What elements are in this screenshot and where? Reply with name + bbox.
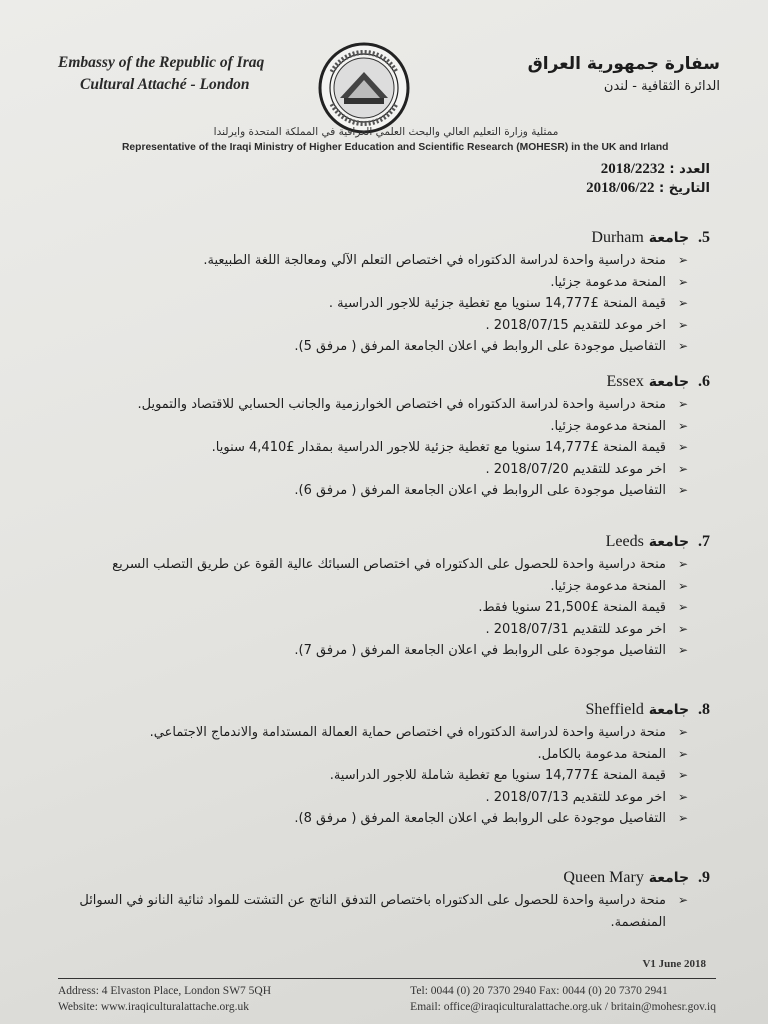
section-index: 7. <box>698 533 710 550</box>
list-item: ➢ منحة دراسية واحدة لدراسة الدكتوراه في اختصاص الخوارزمية والجانب الحسابي للاقتصاد والتمويل. <box>60 394 666 416</box>
ministry-representative-english: Representative of the Iraqi Ministry of Higher Education and Scientific Research (MOHESR) in the UK and Irland <box>122 142 669 153</box>
section-queen-mary <box>60 866 710 933</box>
list-item: ➢ منحة دراسية واحدة للحصول على الدكتوراه باختصاص التدفق الناتج عن التشتت للمواد ثنائية النانو في السوائل المنفصمة. <box>60 890 666 933</box>
reference-block <box>490 160 710 198</box>
list-item: ➢ قيمة المنحة £14,777 سنويا مع تغطية جزئية للاجور الدراسية بمقدار £4,410 سنويا. <box>60 437 666 459</box>
footer-address: Address: 4 Elvaston Place, London SW7 5QH <box>58 985 272 997</box>
section-prefix: جامعة <box>648 870 690 886</box>
footer-website: Website: www.iraqiculturalattache.org.uk <box>58 1001 249 1013</box>
list-item: ➢ قيمة المنحة £21,500 سنويا فقط. <box>60 597 666 619</box>
embassy-arabic-line-2: الدائرة الثقافية - لندن <box>603 79 720 94</box>
list-item: ➢ منحة دراسية واحدة لدراسة الدكتوراه في اختصاص حماية العمالة المستدامة والاندماج الاجتماعي. <box>60 722 666 744</box>
list-item: ➢ المنحة مدعومة جزئيا. <box>60 416 666 438</box>
section-title <box>60 698 710 722</box>
section-durham <box>60 226 710 358</box>
section-items <box>60 250 710 358</box>
section-items <box>60 554 710 662</box>
list-item: ➢ المنحة مدعومة جزئيا. <box>60 576 666 598</box>
section-index: 5. <box>698 229 710 246</box>
section-index: 6. <box>698 373 710 390</box>
section-title <box>60 226 710 250</box>
footer-right <box>410 983 716 1015</box>
reference-number-value: 2018/2232 <box>600 161 665 177</box>
university-name: Leeds <box>605 533 644 550</box>
ministry-seal-icon <box>318 42 410 134</box>
section-items <box>60 722 710 830</box>
embassy-line-1: Embassy of the Republic of Iraq <box>58 54 265 71</box>
list-item: ➢ قيمة المنحة £14,777 سنويا مع تغطية جزئية للاجور الدراسية . <box>60 293 666 315</box>
section-items <box>60 394 710 502</box>
section-sheffield <box>60 698 710 830</box>
ministry-representative-arabic: ممثلية وزارة التعليم العالي والبحث العلمي العراقية في المملكة المتحدة وايرلندا <box>213 126 559 138</box>
reference-number-row <box>490 160 710 179</box>
section-index: 9. <box>698 869 710 886</box>
section-title <box>60 530 710 554</box>
embassy-name-english <box>58 52 268 96</box>
footer-left <box>58 983 271 1015</box>
footer-phone: Tel: 0044 (0) 20 7370 2940 Fax: 0044 (0) 20 7370 2941 <box>410 985 668 997</box>
list-item: ➢ قيمة المنحة £14,777 سنويا مع تغطية شاملة للاجور الدراسية. <box>60 765 666 787</box>
section-essex <box>60 370 710 502</box>
section-prefix: جامعة <box>648 374 690 390</box>
list-item: ➢ منحة دراسية واحدة لدراسة الدكتوراه في اختصاص التعلم الآلي ومعالجة اللغة الطبيعية. <box>60 250 666 272</box>
section-prefix: جامعة <box>648 702 690 718</box>
embassy-name-arabic <box>490 52 720 98</box>
list-item: ➢ التفاصيل موجودة على الروابط في اعلان الجامعة المرفق ( مرفق 8). <box>60 808 666 830</box>
section-leeds <box>60 530 710 662</box>
section-index: 8. <box>698 701 710 718</box>
university-name: Essex <box>606 373 644 390</box>
footer-email: Email: office@iraqiculturalattache.org.uk / britain@mohesr.gov.iq <box>410 1001 716 1013</box>
embassy-line-2: Cultural Attaché - London <box>80 76 250 93</box>
reference-date-label: التاريخ : <box>659 181 710 196</box>
university-name: Sheffield <box>585 701 644 718</box>
list-item: ➢ التفاصيل موجودة على الروابط في اعلان الجامعة المرفق ( مرفق 6). <box>60 480 666 502</box>
list-item: ➢ اخر موعد للتقديم 2018/07/31 . <box>60 619 666 641</box>
list-item: ➢ التفاصيل موجودة على الروابط في اعلان الجامعة المرفق ( مرفق 7). <box>60 640 666 662</box>
reference-date-row <box>490 179 710 198</box>
section-title <box>60 866 710 890</box>
list-item: ➢ منحة دراسية واحدة للحصول على الدكتوراه في اختصاص السبائك عالية القوة عن طريق التصلب السريع <box>60 554 666 576</box>
list-item: ➢ المنحة مدعومة جزئيا. <box>60 272 666 294</box>
section-prefix: جامعة <box>648 534 690 550</box>
document-version: V1 June 2018 <box>642 958 706 970</box>
university-name: Queen Mary <box>563 869 644 886</box>
reference-date-value: 2018/06/22 <box>586 180 655 196</box>
embassy-arabic-line-1: سفارة جمهورية العراق <box>527 54 720 74</box>
section-items <box>60 890 710 933</box>
section-title <box>60 370 710 394</box>
list-item: ➢ التفاصيل موجودة على الروابط في اعلان الجامعة المرفق ( مرفق 5). <box>60 336 666 358</box>
section-prefix: جامعة <box>648 230 690 246</box>
university-name: Durham <box>591 229 644 246</box>
reference-number-label: العدد : <box>669 162 710 177</box>
list-item: ➢ اخر موعد للتقديم 2018/07/15 . <box>60 315 666 337</box>
letter-footer <box>58 978 716 1013</box>
list-item: ➢ اخر موعد للتقديم 2018/07/20 . <box>60 459 666 481</box>
list-item: ➢ المنحة مدعومة بالكامل. <box>60 744 666 766</box>
list-item: ➢ اخر موعد للتقديم 2018/07/13 . <box>60 787 666 809</box>
